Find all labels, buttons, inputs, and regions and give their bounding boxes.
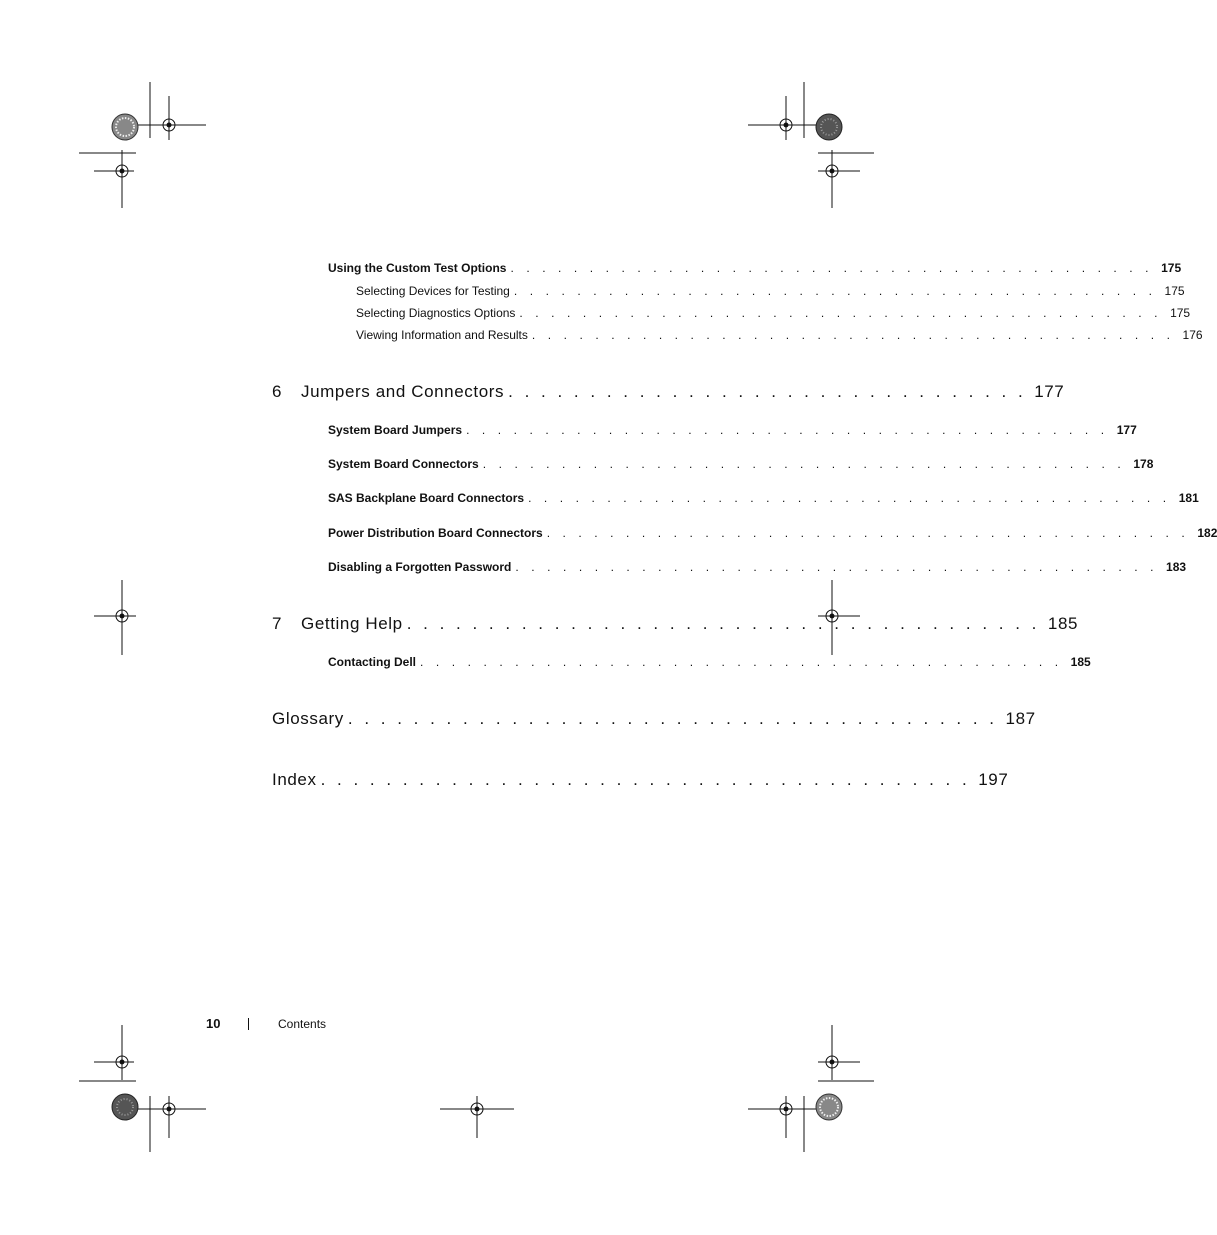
leader-dots: . . . . . . . . . . . . . . . . . . . . . . . . . . . . . . . . . . . . . . . . . [466,423,1109,437]
toc-entry-page: 182 [1197,526,1217,540]
toc-chapter-6[interactable] [272,382,1065,402]
leader-dots: . . . . . . . . . . . . . . . . . . . . . . . . . . . . . . . . . . . . . . . . . [519,306,1163,320]
toc-entry-system-board-jumpers[interactable] [328,423,1137,437]
leader-dots: . . . . . . . . . . . . . . . . . . . . . . . . . . . . . . . . . . . . . . . . . [515,560,1159,574]
toc-entry-sas-backplane[interactable] [328,491,1199,505]
leader-dots: . . . . . . . . . . . . . . . . . . . . . . . . . . . . . . . . . . . . . . . . . [510,261,1154,275]
toc-entry-system-board-connectors[interactable] [328,457,1154,471]
toc-entry-using-custom-test-options[interactable] [328,261,1182,275]
leader-dots: . . . . . . . . . . . . . . . . . . . . . . . . . . . . . . . . [508,382,1027,401]
toc-entry-page: 181 [1178,491,1199,505]
leader-dots: . . . . . . . . . . . . . . . . . . . . . . . . . . . . . . . . . . . . . . . . . [513,284,1157,298]
toc-entry-label: Selecting Devices for Testing [356,284,510,298]
leader-dots: . . . . . . . . . . . . . . . . . . . . . . . . . . . . . . . . . . . . . . . . . [546,526,1190,540]
toc-chapter-page: 197 [978,770,1009,789]
toc-entry-label: Contacting Dell [328,655,417,669]
toc-chapter-title: Index [272,770,317,789]
toc-entry-page: 185 [1070,655,1091,669]
toc-chapter-page: 177 [1034,382,1065,401]
toc-entry-page: 175 [1170,306,1191,320]
toc-glossary[interactable] [272,709,1036,729]
toc-index[interactable] [272,770,1009,790]
toc-entry-label: SAS Backplane Board Connectors [328,491,525,505]
toc-entry-label: Using the Custom Test Options [328,261,507,275]
toc-entry-viewing-information[interactable] [356,328,1203,342]
toc-entry-label: System Board Jumpers [328,423,463,437]
toc-chapter-page: 185 [1047,614,1079,633]
toc-entry-page: 175 [1164,284,1185,298]
toc-entry-page: 183 [1166,560,1187,574]
leader-dots: . . . . . . . . . . . . . . . . . . . . . . . . . . . . . . . . . . . . . . . . [347,709,998,728]
leader-dots: . . . . . . . . . . . . . . . . . . . . . . . . . . . . . . . . . . . . . . . [406,614,1040,633]
chapter-number: 7 [272,614,283,633]
toc-entry-label: Power Distribution Board Connectors [328,526,543,540]
toc-entry-label: Viewing Information and Results [356,328,528,342]
toc-chapter-7[interactable] [272,614,1079,634]
toc-entry-page: 177 [1116,423,1137,437]
leader-dots: . . . . . . . . . . . . . . . . . . . . . . . . . . . . . . . . . . . . . . . . . [531,328,1175,342]
toc-entry-page: 176 [1182,328,1203,342]
toc-chapter-label-group [272,614,403,634]
toc-chapter-label-group [272,382,504,402]
leader-dots: . . . . . . . . . . . . . . . . . . . . . . . . . . . . . . . . . . . . . . . . . [420,655,1063,669]
toc-entry-power-distribution[interactable] [328,526,1217,540]
leader-dots: . . . . . . . . . . . . . . . . . . . . . . . . . . . . . . . . . . . . . . . . . [482,457,1126,471]
page-number: 10 [206,1016,221,1031]
toc-entry-label: Disabling a Forgotten Password [328,560,512,574]
toc-chapter-title: Glossary [272,709,344,728]
toc-entry-disabling-password[interactable] [328,560,1187,574]
footer-divider [248,1018,249,1030]
chapter-title: Jumpers and Connectors [301,382,505,401]
toc-entry-contacting-dell[interactable] [328,655,1091,669]
footer-section-label: Contents [278,1017,327,1031]
leader-dots: . . . . . . . . . . . . . . . . . . . . . . . . . . . . . . . . . . . . . . . . . [528,491,1171,505]
toc-entry-page: 175 [1161,261,1182,275]
toc-entry-selecting-diagnostics[interactable] [356,306,1191,320]
toc-chapter-page: 187 [1005,709,1036,728]
chapter-title: Getting Help [301,614,403,633]
toc-entry-selecting-devices[interactable] [356,284,1185,298]
toc-entry-label: System Board Connectors [328,457,479,471]
toc-entry-label: Selecting Diagnostics Options [356,306,516,320]
toc-entry-page: 178 [1133,457,1154,471]
chapter-number: 6 [272,382,283,401]
leader-dots: . . . . . . . . . . . . . . . . . . . . . . . . . . . . . . . . . . . . . . . . [320,770,971,789]
